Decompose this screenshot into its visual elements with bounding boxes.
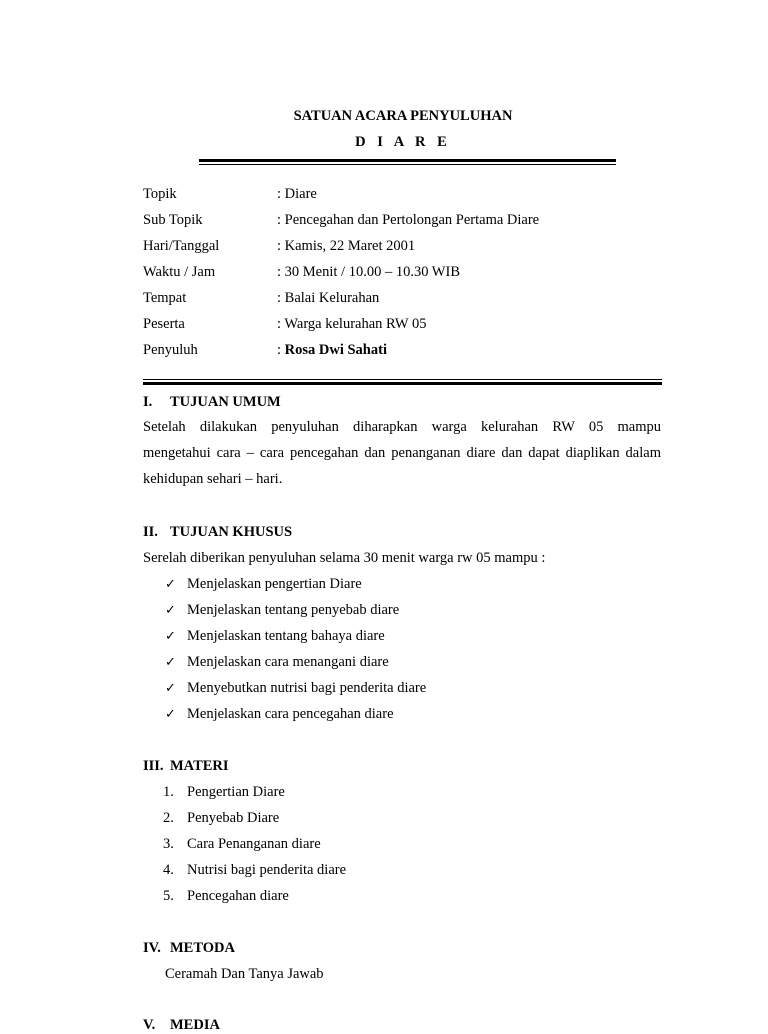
info-label-waktu: Waktu / Jam: [143, 264, 216, 280]
checkmark-icon: ✓: [165, 577, 176, 592]
penyuluh-colon: :: [277, 342, 285, 358]
list-item-text: Menjelaskan tentang bahaya diare: [187, 628, 385, 644]
document-title: SATUAN ACARA PENYULUHAN: [293, 108, 513, 124]
list-item-text: Cara Penanganan diare: [187, 836, 321, 852]
list-number: 5.: [163, 888, 174, 904]
list-item: [163, 888, 289, 905]
info-label-subtopik: Sub Topik: [143, 212, 203, 228]
list-item-text: Menjelaskan cara pencegahan diare: [187, 706, 394, 722]
list-item: [163, 862, 346, 879]
list-number: 1.: [163, 784, 174, 800]
section-number: I.: [143, 394, 153, 410]
section-title: METODA: [170, 940, 235, 956]
list-item-text: Penyebab Diare: [187, 810, 280, 826]
section-heading-materi: [143, 758, 229, 775]
list-item: [163, 810, 279, 827]
info-value-tempat: : Balai Kelurahan: [277, 290, 380, 306]
title-rule-thin: [199, 164, 616, 165]
info-value-hari: : Kamis, 22 Maret 2001: [277, 238, 416, 254]
list-item: [165, 602, 399, 619]
section-heading-tujuan-umum: [143, 394, 281, 411]
section-number: V.: [143, 1017, 156, 1033]
info-label-topik: Topik: [143, 186, 177, 202]
list-number: 3.: [163, 836, 174, 852]
list-item-text: Menjelaskan tentang penyebab diare: [187, 602, 400, 618]
section-title: TUJUAN KHUSUS: [170, 524, 293, 540]
list-item: [165, 680, 426, 697]
list-item-text: Nutrisi bagi penderita diare: [187, 862, 347, 878]
list-item: [165, 628, 385, 645]
paragraph-line: Setelah dilakukan penyuluhan diharapkan warga kelurahan RW 05 mampu: [143, 419, 661, 435]
checkmark-icon: ✓: [165, 681, 176, 696]
list-number: 4.: [163, 862, 174, 878]
paragraph-line: mengetahui cara – cara pencegahan dan penanganan diare dan dapat diaplikan dalam: [143, 445, 661, 461]
list-item-text: Pengertian Diare: [187, 784, 285, 800]
section-number: II.: [143, 524, 158, 540]
info-label-hari: Hari/Tanggal: [143, 238, 220, 254]
list-number: 2.: [163, 810, 174, 826]
list-item: [163, 836, 321, 853]
section-number: IV.: [143, 940, 161, 956]
checkmark-icon: ✓: [165, 603, 176, 618]
info-value-penyuluh: [277, 342, 387, 359]
section-heading-tujuan-khusus: [143, 524, 292, 541]
section-title: MATERI: [170, 758, 229, 774]
info-label-tempat: Tempat: [143, 290, 187, 306]
list-item-text: Menjelaskan pengertian Diare: [187, 576, 362, 592]
info-value-topik: : Diare: [277, 186, 317, 202]
info-rule-thin: [143, 379, 662, 380]
list-item-text: Menjelaskan cara menangani diare: [187, 654, 389, 670]
info-rule-thick: [143, 382, 662, 385]
list-item: [165, 576, 362, 593]
paragraph-line: kehidupan sehari – hari.: [143, 471, 283, 487]
info-label-peserta: Peserta: [143, 316, 185, 332]
list-item: [165, 706, 394, 723]
list-item-text: Pencegahan diare: [187, 888, 289, 904]
section-heading-metoda: [143, 940, 235, 957]
section-title: TUJUAN UMUM: [170, 394, 281, 410]
list-item: [165, 654, 389, 671]
checkmark-icon: ✓: [165, 629, 176, 644]
section-title: MEDIA: [170, 1017, 220, 1033]
section-intro: Serelah diberikan penyuluhan selama 30 menit warga rw 05 mampu :: [143, 550, 546, 566]
info-label-penyuluh: Penyuluh: [143, 342, 198, 358]
checkmark-icon: ✓: [165, 655, 176, 670]
checkmark-icon: ✓: [165, 707, 176, 722]
section-heading-media: [143, 1017, 220, 1034]
list-item: [163, 784, 285, 801]
document-subtitle: D I A R E: [355, 134, 451, 150]
section-number: III.: [143, 758, 164, 774]
list-item-text: Menyebutkan nutrisi bagi penderita diare: [187, 680, 427, 696]
penyuluh-name: Rosa Dwi Sahati: [284, 342, 387, 358]
info-value-subtopik: : Pencegahan dan Pertolongan Pertama Diare: [277, 212, 540, 228]
info-value-waktu: : 30 Menit / 10.00 – 10.30 WIB: [277, 264, 460, 280]
metoda-text: Ceramah Dan Tanya Jawab: [165, 966, 324, 982]
info-value-peserta: : Warga kelurahan RW 05: [277, 316, 427, 332]
title-rule-thick: [199, 159, 616, 162]
